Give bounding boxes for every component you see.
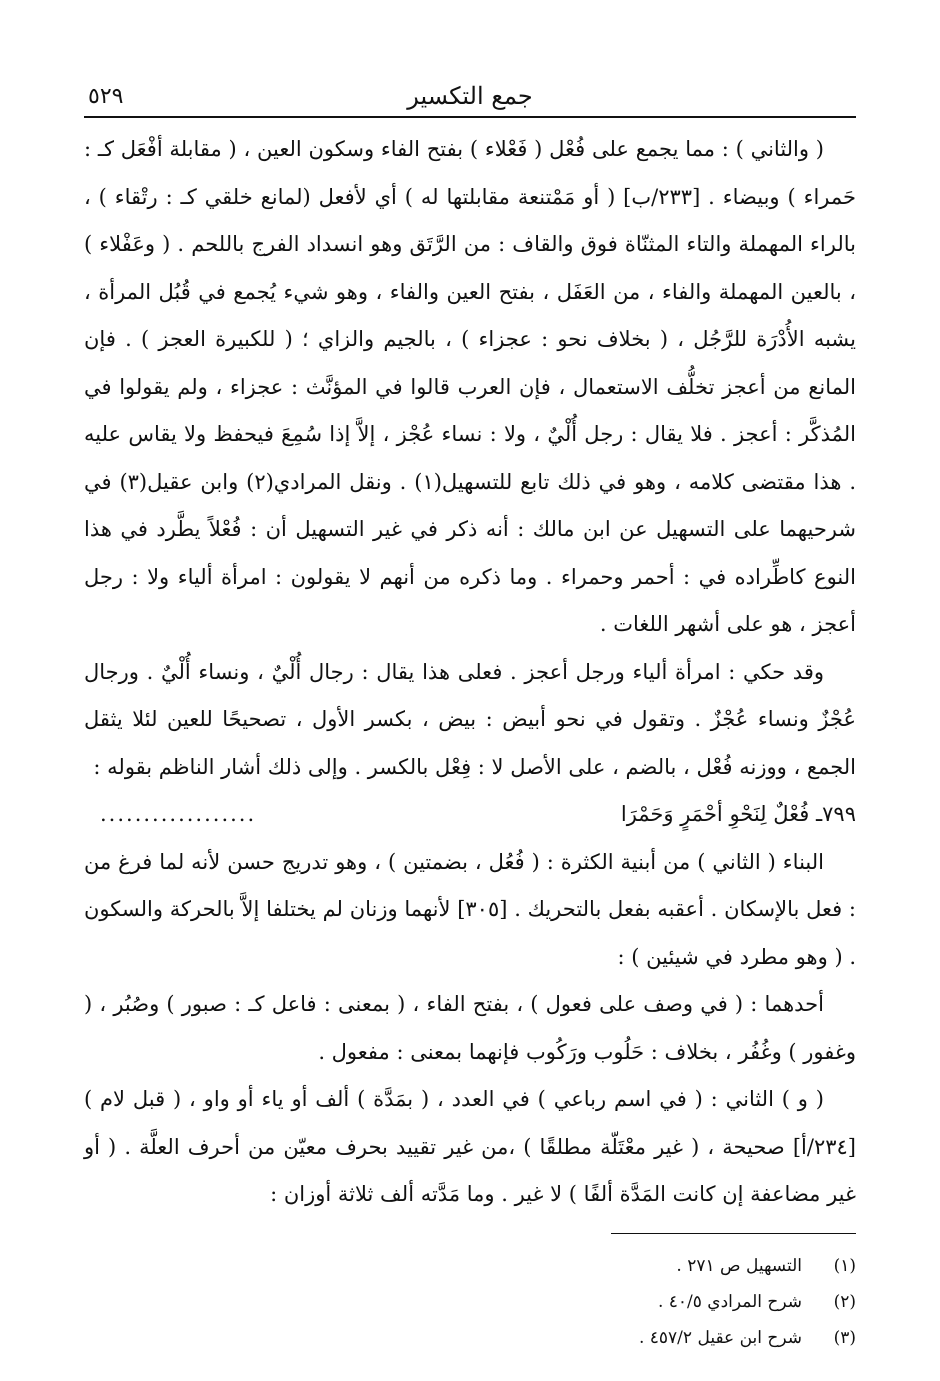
paragraph-5: ( و ) الثاني : ( في اسم رباعي ) في العدد ، ( بمَدَّة ) ألف أو ياء أو واو ، ( قبل لام ) [٢٣٤/أ] صحيحة ، ( غير معْتَلّة مطلقًا ) ،من غير تقييد بحرف معيّن من أحرف العلَّة . ( أو غير مضاعفة إن كانت المَدَّة ألفًا ) لا غير . وما مَدَّته ألف ثلاثة أوزان : [84, 1087, 856, 1206]
footnote-item [84, 1248, 856, 1284]
header-divider [84, 116, 856, 118]
verse-ellipsis: .................. [100, 802, 257, 826]
running-title: جمع التكسير [407, 82, 533, 110]
footnote-divider [611, 1233, 856, 1234]
footnote-text: شرح المرادي ٤٠/٥ . [657, 1291, 802, 1312]
footnotes [84, 1248, 856, 1356]
verse-line [84, 791, 856, 839]
footnote-item [84, 1284, 856, 1320]
footnote-item [84, 1320, 856, 1356]
footnote-number: (١) [833, 1255, 856, 1276]
book-page [84, 78, 856, 1356]
verse-text: ٧٩٩ـ فُعْلٌ لِنَحْوِ أحْمَرٍ وَحَمْرَا [620, 802, 856, 826]
footnote-text: التسهيل ص ٢٧١ . [676, 1255, 802, 1276]
page-number: ٥٢٩ [88, 84, 124, 109]
paragraph-4: أحدهما : ( في وصف على فعول ) ، بفتح الفاء ، ( بمعنى : فاعل كـ : صبور ) وصُبُر ، ( وغفور ) وغُفُر ، بخلاف : حَلُوب ورَكُوب فإنهما بمعنى : مفعول . [84, 992, 856, 1064]
footnote-number: (٢) [833, 1291, 856, 1312]
footnote-number: (٣) [833, 1327, 856, 1348]
paragraph-2: وقد حكي : امرأة ألياء ورجل أعجز . فعلى هذا يقال : رجال أُلْيٌ ، ونساء أُلْيٌ . ورجال عُجْزٌ ونساء عُجْزٌ . وتقول في نحو أبيض : بيض ، بكسر الأول ، تصحيحًا للعين لئلا يثقل الجمع ، ووزنه فُعْل ، بالضم ، على الأصل لا : فِعْل بالكسر . وإلى ذلك أشار الناظم بقوله : [84, 659, 856, 779]
main-text [84, 126, 856, 1219]
paragraph-1: ( والثاني ) : مما يجمع على فُعْل ( فَعْلاء ) بفتح الفاء وسكون العين ، ( مقابلة أفْعَل كـ : حَمراء ) وبيضاء . [٢٣٣/ب] ( أو مَمْتنعة مقابلتها له ) أي لأفعل (لمانع خلقي كـ : رتْقاء ) ، بالراء المهملة والتاء المثنّاة فوق والقاف : من الرَّتَق وهو انسداد الفرج باللحم . ( وعَفْلاء ) ، بالعين المهملة والفاء ، من العَفَل ، بفتح العين والفاء ، وهو شيء يُجمع في قُبُل المرأة ، يشبه الأُدْرَة للرَّجُل ، ( بخلاف نحو : عجزاء ) ، بالجيم والزاي ؛ ( للكبيرة العجز ) . فإن المانع من أعجز تخلُّف الاستعمال ، فإن العرب قالوا في المؤنَّث : عجزاء ، ولم يقولوا في المُذكَّر : أعجز . فلا يقال : رجل أُلْيٌ ، ولا : نساء عُجْز ، إلاَّ إذا سُمِعَ فيحفظ ولا يقاس عليه . هذا مقتضى كلامه ، وهو في ذلك تابع للتسهيل(١) . ونقل المرادي(٢) وابن عقيل(٣) في شرحيهما على التسهيل عن ابن مالك : أنه ذكر في غير التسهيل أن : فُعْلاً يطَّرد في هذا النوع كاطِّراده في : أحمر وحمراء . وما ذكره من أنهم لا يقولون : امرأة ألياء ولا : رجل أعجز ، هو على أشهر اللغات . [84, 137, 857, 636]
footnote-text: شرح ابن عقيل ٤٥٧/٢ . [638, 1327, 802, 1348]
page-header [84, 78, 856, 118]
paragraph-3: البناء ( الثاني ) من أبنية الكثرة : ( فُعُل ، بضمتين ) ، وهو تدريج حسن لأنه لما فرغ من : فعل بالإسكان . أعقبه بفعل بالتحريك . [٣٠٥] لأنهما وزنان لم يختلفا إلاَّ بالحركة والسكون . ( وهو مطرد في شيئين ) : [84, 849, 856, 969]
